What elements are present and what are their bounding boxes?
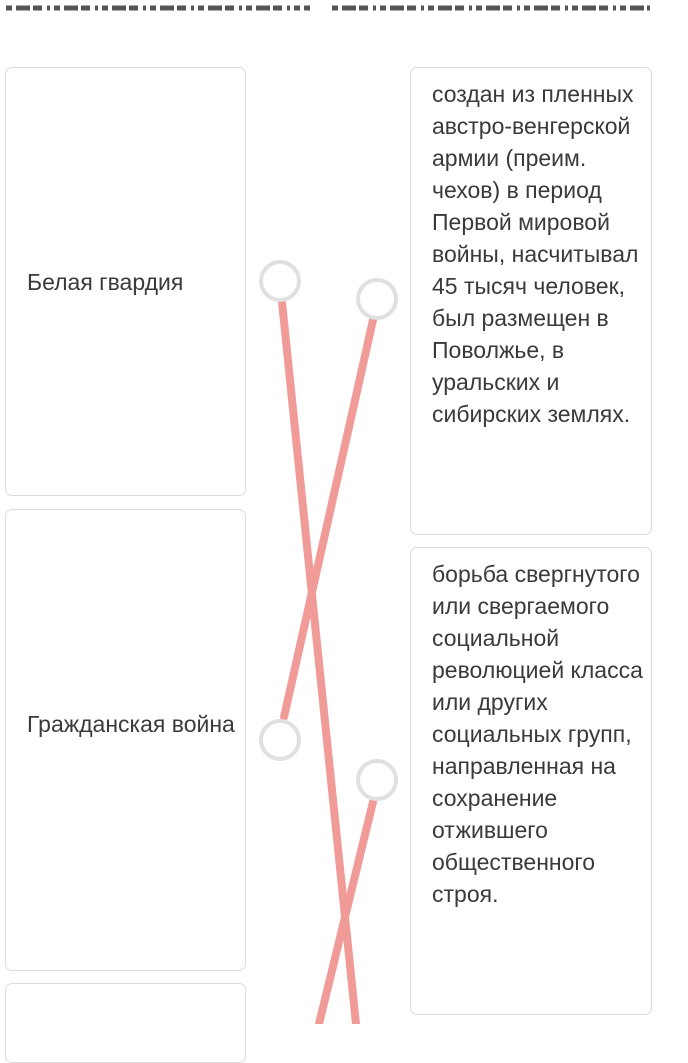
left-anchor-circle[interactable] xyxy=(261,262,299,300)
connector-line[interactable] xyxy=(284,320,373,717)
left-anchor-circle[interactable] xyxy=(261,721,299,759)
right-card-text: борьба свергнутого или свергаемого социальной революцией класса или других социальных групп, направленная на сохранение отжившего общественного строя. xyxy=(432,561,643,907)
right-card-text: создан из пленных австро-венгерской армии (преим. чехов) в период Первой мировой войны, насчитывал 45 тысяч человек, был размещен в Поволжье, в уральских и сибирских землях. xyxy=(432,81,639,427)
right-anchor-circle[interactable] xyxy=(358,761,396,799)
left-card-label: Белая гвардия xyxy=(27,269,184,295)
right-anchor-circle[interactable] xyxy=(358,280,396,318)
connector-line[interactable] xyxy=(319,802,373,1024)
left-card-label: Гражданская война xyxy=(27,711,235,737)
